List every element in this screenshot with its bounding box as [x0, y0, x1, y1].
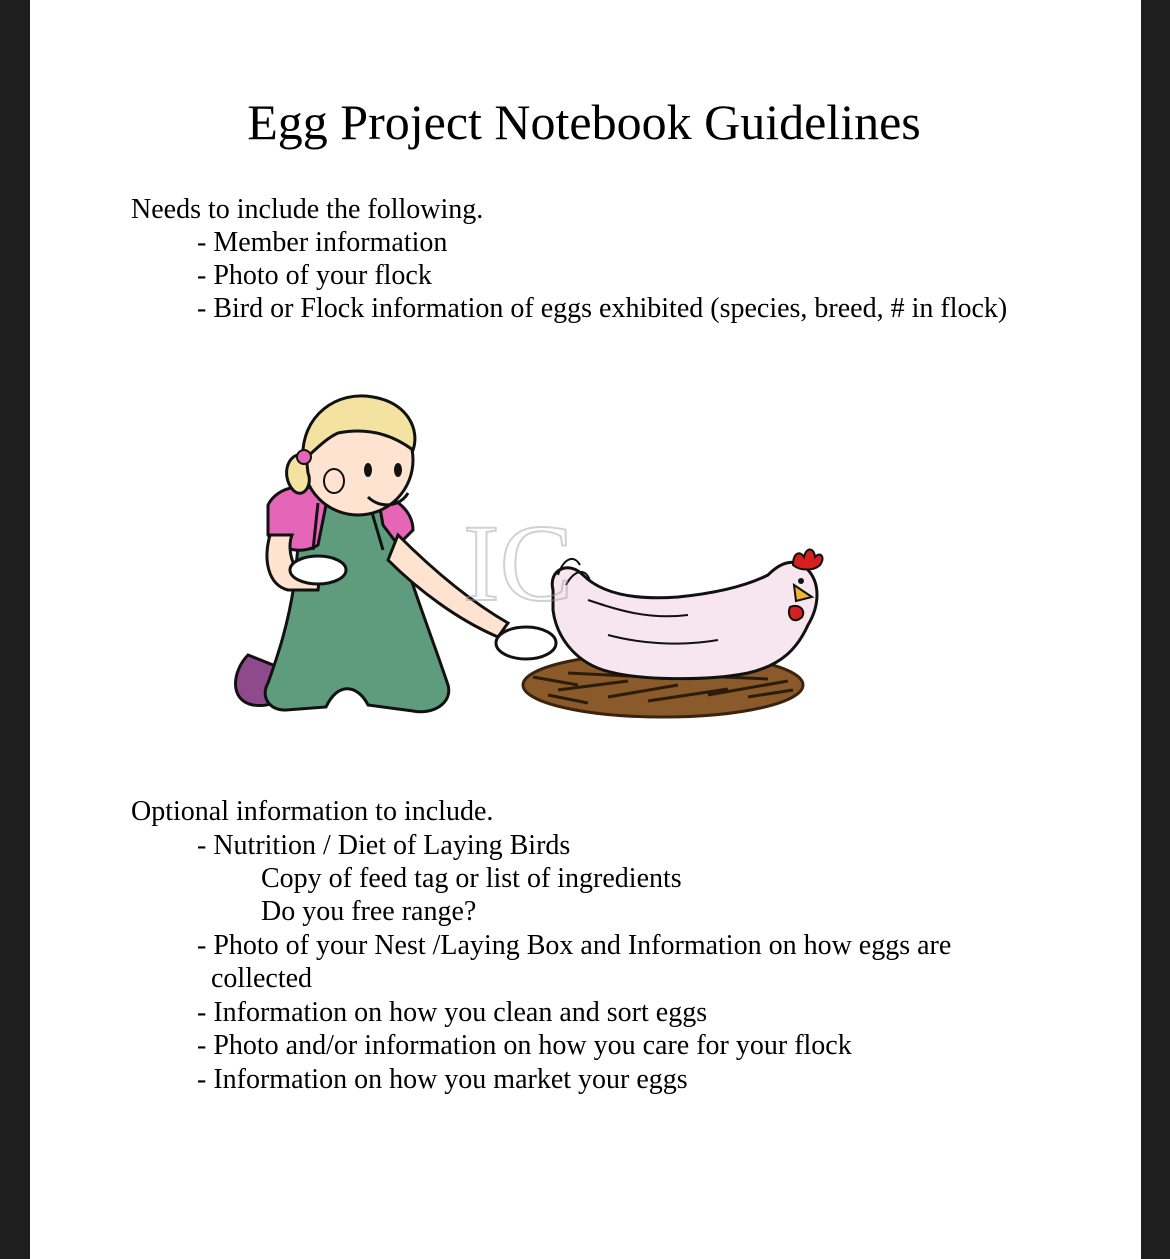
page-title: Egg Project Notebook Guidelines — [247, 94, 921, 150]
list-item: - Photo and/or information on how you care for your flock — [197, 1030, 852, 1061]
girl-collecting-eggs-from-hen-icon — [208, 385, 828, 735]
required-heading: Needs to include the following. — [131, 194, 484, 225]
watermark-logo — [463, 502, 573, 624]
list-item: - Photo of your Nest /Laying Box and Information on how eggs are — [197, 930, 952, 961]
list-item-continuation: collected — [211, 963, 313, 994]
sub-list-item: Copy of feed tag or list of ingredients — [261, 863, 682, 894]
list-item: - Information on how you clean and sort eggs — [197, 997, 708, 1028]
watermark-text: IC — [463, 502, 573, 624]
optional-heading: Optional information to include. — [131, 796, 494, 827]
list-item: - Nutrition / Diet of Laying Birds — [197, 830, 571, 861]
list-item: - Photo of your flock — [197, 260, 432, 291]
sub-list-item: Do you free range? — [261, 896, 477, 927]
list-item: - Member information — [197, 227, 448, 258]
hen-icon — [552, 550, 822, 679]
list-item: - Information on how you market your eggs — [197, 1064, 688, 1095]
list-item: - Bird or Flock information of eggs exhibited (species, breed, # in flock) — [197, 293, 1008, 324]
document-page — [30, 0, 1141, 1259]
